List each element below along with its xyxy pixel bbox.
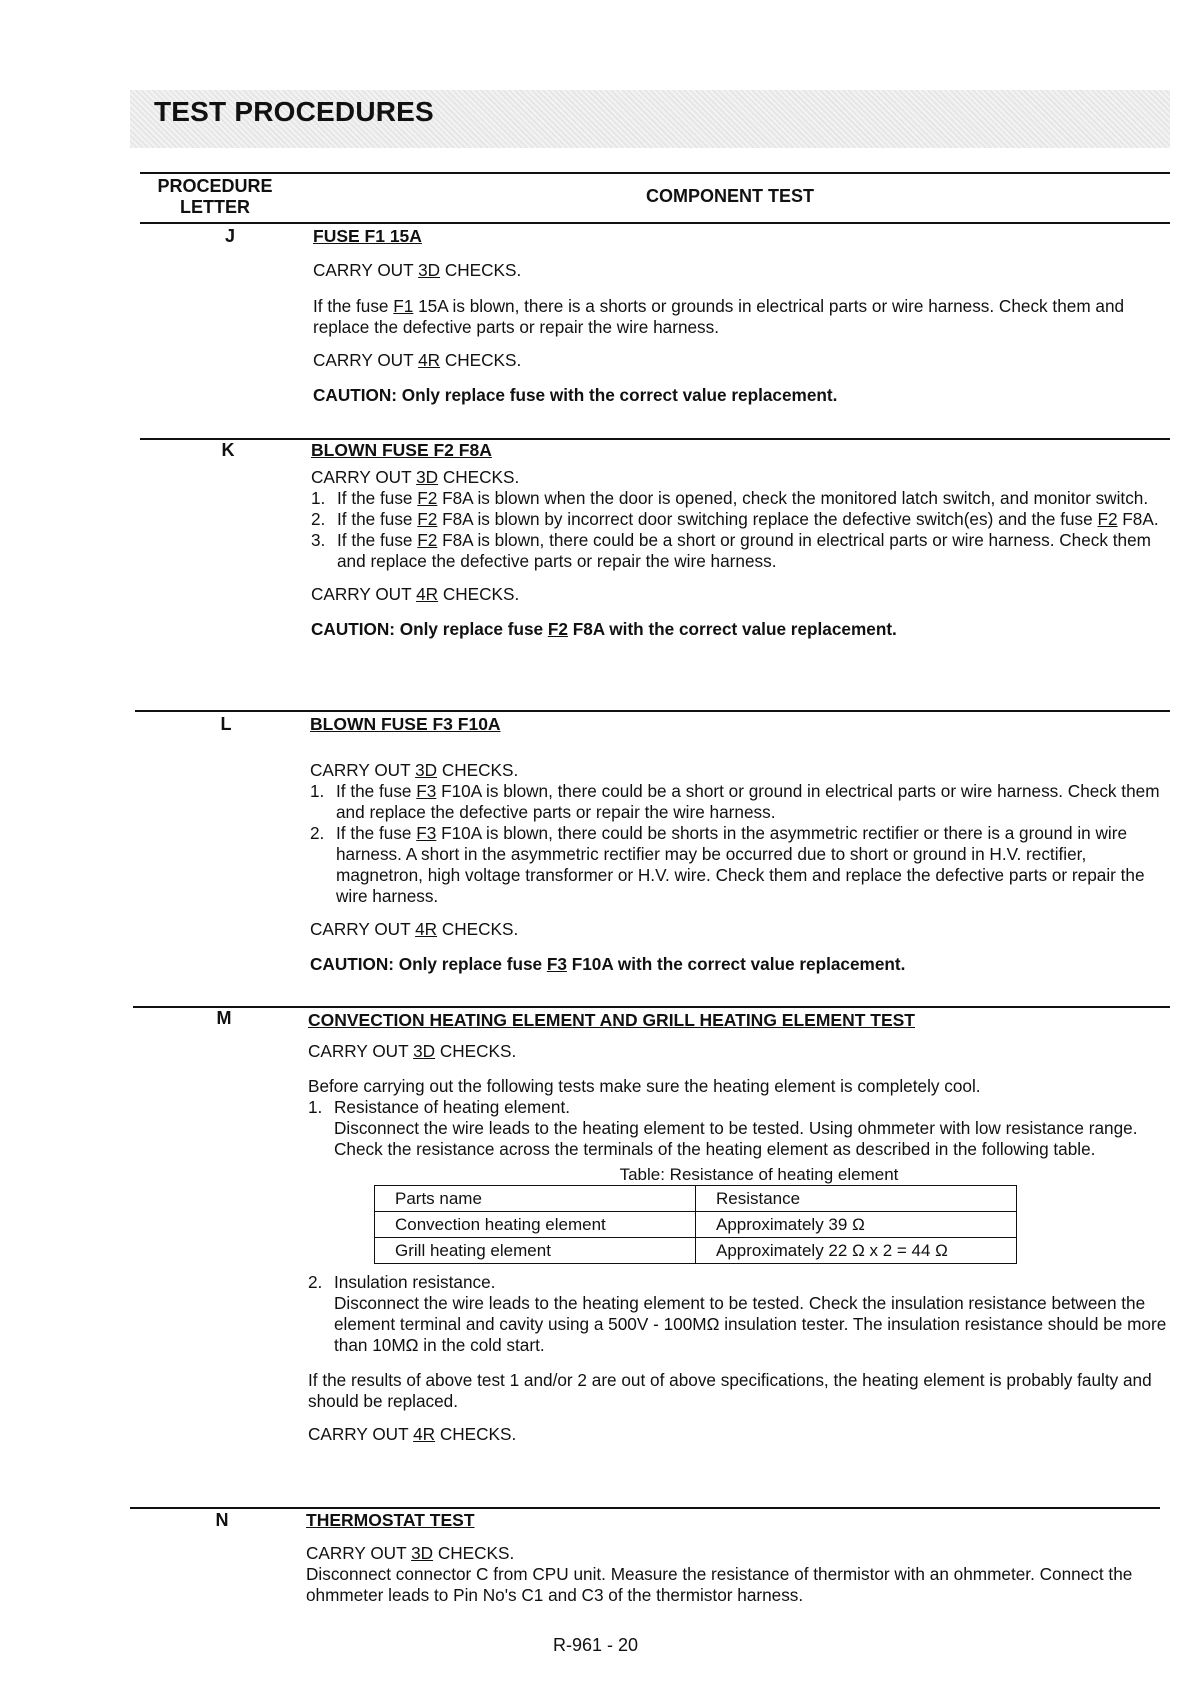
table-cell: Approximately 22 Ω x 2 = 44 Ω <box>696 1238 1017 1264</box>
caution-text: CAUTION: Only replace fuse F2 F8A with the correct value replacement. <box>311 619 897 639</box>
numbered-list <box>308 1097 1170 1356</box>
table-cell: Convection heating element <box>375 1212 696 1238</box>
caution-text: CAUTION: Only replace fuse with the correct value replacement. <box>313 385 838 405</box>
procedure-letter-j: J <box>224 226 235 246</box>
divider <box>133 1006 1170 1008</box>
section-title: BLOWN FUSE F3 F10A <box>310 714 501 734</box>
procedure-letter-n: N <box>215 1510 229 1530</box>
table-cell: Grill heating element <box>375 1238 696 1264</box>
carry-out-3d: CARRY OUT 3D CHECKS. <box>308 1041 517 1061</box>
divider <box>140 172 1170 174</box>
table-caption: Table: Resistance of heating element <box>619 1165 899 1184</box>
intro-text: Before carrying out the following tests make sure the heating element is completely cool. <box>308 1076 981 1096</box>
list-item: 2. Insulation resistance. Disconnect the wire leads to the heating element to be tested. Check the insulation resistance between the element terminal and cavity using a 500V - 100MΩ insulation tester. The insulation resistance should be more than 10MΩ in the cold start. <box>308 1272 1167 1355</box>
table-row <box>375 1238 1017 1264</box>
section-title: BLOWN FUSE F2 F8A <box>311 440 492 460</box>
list-item: 3. If the fuse F2 F8A is blown, there could be a short or ground in electrical parts or wire harness. Check them and replace the defective parts or repair the wire harness. <box>311 530 1151 571</box>
section-title: CONVECTION HEATING ELEMENT AND GRILL HEATING ELEMENT TEST <box>308 1010 915 1030</box>
divider <box>130 1507 1160 1509</box>
table-row <box>375 1212 1017 1238</box>
list-item: 1. Resistance of heating element. Disconnect the wire leads to the heating element to be tested. Using ohmmeter with low resistance range. Check the resistance across the terminals of the heating element as described in the following table. Table: Resistance of heating element Parts name Resistance Convection heating element Approximately 39 Ω Grill heating element Approximately 22 Ω x 2 = 44 Ω <box>308 1097 1170 1264</box>
table-row <box>375 1186 1017 1212</box>
component-test-header: COMPONENT TEST <box>645 186 814 206</box>
divider <box>140 222 1170 224</box>
numbered-list <box>310 781 1170 907</box>
paragraph: If the fuse F1 15A is blown, there is a shorts or grounds in electrical parts or wire harness. Check them and replace the defective parts or repair the wire harness. <box>313 296 1125 337</box>
section-m <box>308 1010 1170 1445</box>
list-item: 2. If the fuse F3 F10A is blown, there could be shorts in the asymmetric rectifier or there is a ground in wire harness. A short in the asymmetric rectifier may be occurred due to short or ground in H.V. rectifier, magnetron, high voltage transformer or H.V. wire. Check them and replace the defective parts or repair the wire harness. <box>310 823 1145 906</box>
carry-out-3d: CARRY OUT 3D CHECKS. <box>306 1543 515 1563</box>
list-item: 1. If the fuse F3 F10A is blown, there could be a short or ground in electrical parts or wire harness. Check them and replace the defective parts or repair the wire harness. <box>310 781 1160 822</box>
title-banner <box>130 90 1170 148</box>
section-l <box>310 714 1170 975</box>
list-item: 1. If the fuse F2 F8A is blown when the door is opened, check the monitored latch switch, and monitor switch. <box>311 488 1149 508</box>
procedure-letter-header: PROCEDURE LETTER <box>157 176 273 217</box>
carry-out-4r: CARRY OUT 4R CHECKS. <box>311 584 520 604</box>
divider <box>135 710 1170 712</box>
numbered-list <box>311 488 1171 572</box>
section-k <box>311 440 1171 640</box>
resistance-table-wrap <box>374 1164 1024 1264</box>
result-text: If the results of above test 1 and/or 2 are out of above specifications, the heating element is probably faulty and should be replaced. <box>308 1370 1152 1411</box>
section-j <box>313 226 1170 406</box>
carry-out-4r: CARRY OUT 4R CHECKS. <box>308 1424 517 1444</box>
carry-out-3d: CARRY OUT 3D CHECKS. <box>311 467 520 487</box>
carry-out-4r: CARRY OUT 4R CHECKS. <box>310 919 519 939</box>
section-title: FUSE F1 15A <box>313 226 422 246</box>
procedure-letter-l: L <box>220 714 232 734</box>
list-item: 2. If the fuse F2 F8A is blown by incorrect door switching replace the defective switch(es) and the fuse F2 F8A. <box>311 509 1159 529</box>
section-n <box>306 1510 1168 1606</box>
section-title: THERMOSTAT TEST <box>306 1510 475 1530</box>
procedure-letter-k: K <box>221 440 235 460</box>
procedure-letter-m: M <box>216 1008 232 1028</box>
caution-text: CAUTION: Only replace fuse F3 F10A with the correct value replacement. <box>310 954 906 974</box>
table-cell: Parts name <box>375 1186 696 1212</box>
table-cell: Approximately 39 Ω <box>696 1212 1017 1238</box>
page-footer: R-961 - 20 <box>552 1635 639 1655</box>
page-title: TEST PROCEDURES <box>154 96 434 127</box>
table-cell: Resistance <box>696 1186 1017 1212</box>
carry-out-3d: CARRY OUT 3D CHECKS. <box>313 260 522 280</box>
resistance-table <box>374 1185 1017 1264</box>
carry-out-4r: CARRY OUT 4R CHECKS. <box>313 350 522 370</box>
carry-out-3d: CARRY OUT 3D CHECKS. <box>310 760 519 780</box>
body-text: Disconnect connector C from CPU unit. Measure the resistance of thermistor with an ohmmeter. Connect the ohmmeter leads to Pin No's C1 and C3 of the thermistor harness. <box>306 1564 1133 1605</box>
